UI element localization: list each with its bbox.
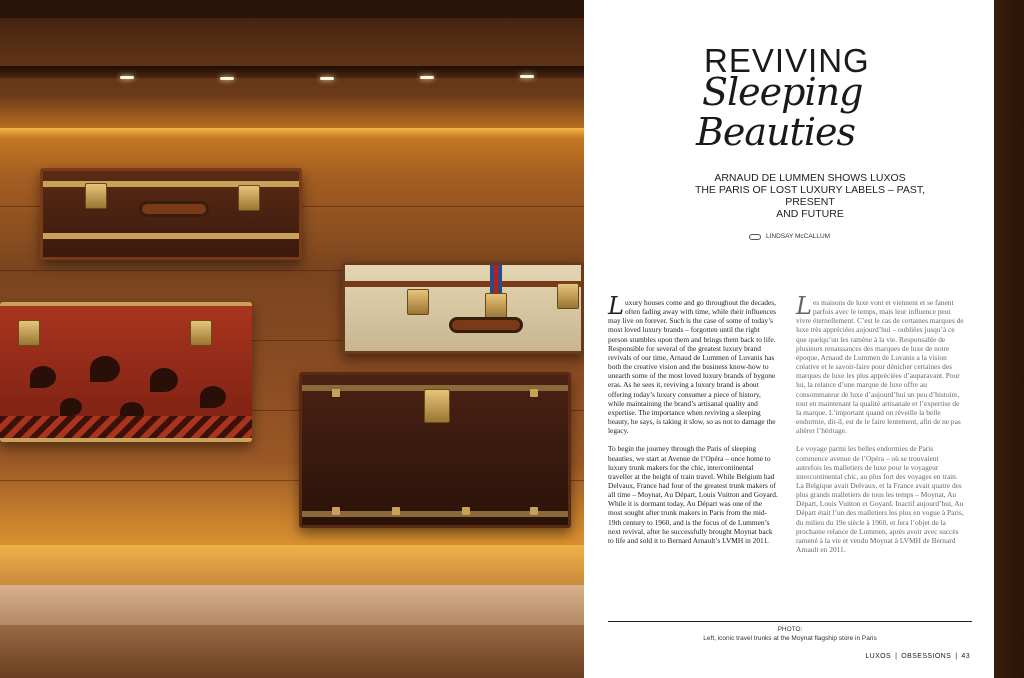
brass-stud [332,389,340,397]
canvas-trunk [342,262,584,354]
brass-latch [85,183,107,209]
zigzag-trim [0,416,252,438]
pen-icon [749,234,761,240]
page-number: 43 [961,653,970,660]
page-folio [863,653,972,660]
headline-reviving: REVIVING [704,42,870,79]
brass-latch [18,320,40,346]
english-column [608,292,778,554]
ceiling-band [0,0,584,18]
byline [749,233,830,240]
french-paragraph: Le voyage parmi les belles endormies de Paris commence avenue de l’Opéra – où se trouvaient autrefois les malletiers de luxe pour le voyageur intercontinental chic, au plus fort des voyages en train. La Belgique avait Delvaux, et la France avait quatre des plus grands malletiers de tous les temps – Moynat, Au Départ, Louis Vuitton et Goyard. Inactif aujourd’hui, Au Départ était l’un des malletiers les plus en vogue à Paris, du milieu du 19e siècle à 1960, et fera l’objet de la prochaine relance de Lummen, après avoir avec succès ramené à la vie et vendu Moynat à LVMH de Bernard Arnault en 2011. [796,444,964,555]
standfirst-line: AND FUTURE [776,208,844,220]
trunk-band [345,281,581,287]
brass-stud [332,507,340,515]
ceiling-light [420,76,434,79]
lit-shelf [0,545,584,585]
brass-latch [557,283,579,309]
trunk-band [302,511,568,517]
headline-beauties: Beauties [696,110,855,154]
brass-lock [424,389,450,423]
paisley-motif [60,398,82,416]
led-glow [0,128,584,138]
brown-wardrobe-trunk [299,372,571,528]
brass-stud [530,389,538,397]
brass-stud [530,507,538,515]
drop-cap: L [608,292,624,320]
article-page [584,0,994,678]
red-paisley-trunk [0,302,252,442]
brass-latch [238,185,260,211]
ceiling-light [220,77,234,80]
ceiling-light [120,76,134,79]
photo-caption: Left, iconic travel trunks at the Moynat flagship store in Paris [703,635,877,642]
french-paragraph [796,292,966,436]
section-name: OBSESSIONS [901,653,952,660]
page-edge [994,0,1024,678]
goyard-trunk [40,168,302,260]
caption-heading: PHOTO: [777,626,803,633]
paragraph-text: uxury houses come and go throughout the decades, often fading away with time, while their influences may live on forever. Such is the case of some of today’s most loved luxury brands – forgotten until the right person stumbles upon them and brings them back to life. Responsible for several of the greatest luxury brand revivals of our time, Arnaud de Lummen of Luvanis has both the creative vision and the business know-how to unearth some of the most loved luxury brands of bygone eras. As he sees it, reviving a luxury brand is about offering today’s luxury consumer a piece of history, while maintaining the brand’s artisanal quality and expertise. The importance when reviving a sleeping beauty, he says, is taking it slow, so as not to damage the legacy. [608,298,776,436]
lower-shelf [0,585,584,625]
author-name: LINDSAY McCALLUM [766,233,831,240]
brass-stud [462,507,470,515]
floor-band [0,625,584,678]
brass-latch [407,289,429,315]
standfirst [680,172,940,220]
brass-latch [190,320,212,346]
french-column [796,292,966,563]
brass-latch [485,293,507,319]
english-paragraph: To begin the journey through the Paris of sleeping beauties, we start at Avenue de l’Opéra – once home to luxury trunk makers for the chic, intercontinental traveller at the height of train travel. While Belgium had Delvaux, France had four of the greatest trunk makers of all time – Moynat, Au Départ, Louis Vuitton and Goyard. While it is dormant today, Au Départ was one of the most sought after trunk makers in Paris from the mid-19th century to 1960, and is the focus of de Lummen’s next revival, after he successfully brought Moynat back to life and sold it to Bernard Arnault’s LVMH in 2011. [608,444,778,545]
upper-shelf [0,66,584,78]
paragraph-text: es maisons de luxe vont et viennent et se fanent parfois avec le temps, mais leur influence peut vivre éternellement. C’est le cas de certaines marques de luxe très appréciées aujourd’hui – oubliées jusqu’à ce que quelqu’un les ramène à la vie. Responsable de plusieurs renaissances des marques de luxe de notre époque, Arnaud de Lummen de Luvanis a la vision créative et le savoir-faire pour dénicher certaines des marques de luxe les plus appréciées d’auparavant. Pour lui, la relance d’une marque de luxe offre au consommateur de luxe d’aujourd’hui un peu d’histoire, tout en maintenant la qualité artisanale et l’expertise de la marque. L’important quand on réveille la belle endormie, dit-il, est de le faire lentement, afin de ne pas altérer l’héritage. [796,298,964,436]
stripe-mark [490,265,502,295]
standfirst-line: ARNAUD DE LUMMEN SHOWS LUXOS [714,172,906,184]
headline-sleeping: Sleeping [702,70,863,114]
ceiling-light [520,75,534,78]
standfirst-line: THE PARIS OF LOST LUXURY LABELS – PAST, PRESENT [694,184,926,208]
trunk-band [43,181,299,187]
brass-stud [392,507,400,515]
drop-cap: L [796,292,812,320]
paisley-motif [150,368,178,392]
caption-divider [608,621,972,622]
ceiling-light [320,77,334,80]
paisley-motif [90,356,120,382]
magazine-name: LUXOS [865,653,892,660]
paisley-motif [30,366,56,388]
trunk-band [43,233,299,239]
folio-separator: | [955,653,958,660]
folio-separator: | [895,653,898,660]
trunk-handle [139,201,209,217]
english-paragraph [608,292,778,436]
trunk-handle [449,317,523,333]
paisley-motif [200,386,226,408]
